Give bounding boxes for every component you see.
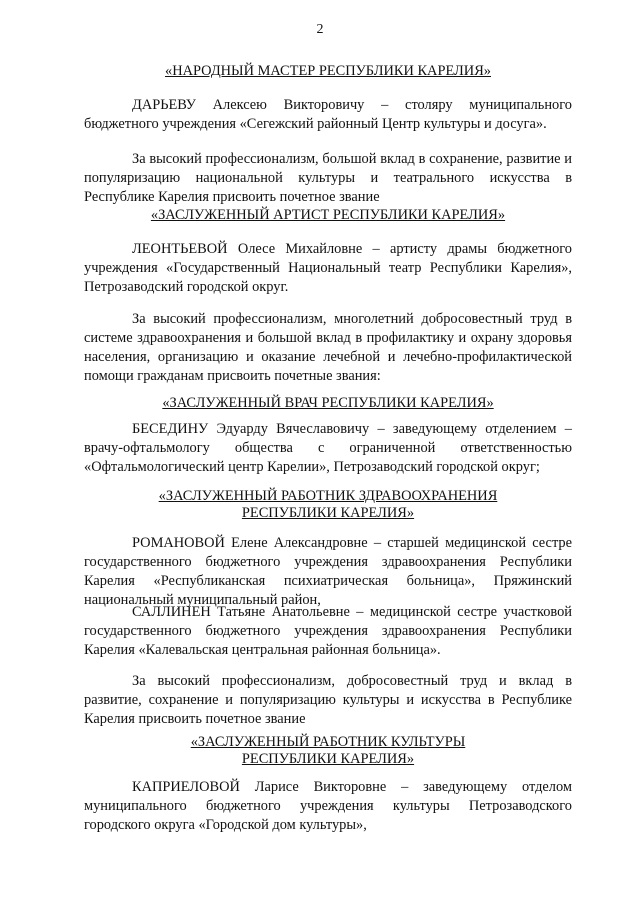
paragraph-leontyeva: ЛЕОНТЬЕВОЙ Олесе Михайловне – артисту драмы бюджетного учреждения «Государственный Национальный театр Республики Карелия», Петрозаводский городской округ. <box>84 241 572 295</box>
paragraph-healthcare: За высокий профессионализм, многолетний добросовестный труд в системе здравоохранения и большой вклад в профилактику и охрану здоровья населения, организацию и оказание лечебной и лечебно-профилактической помощи гражданам присвоить почетные звания: <box>84 311 572 384</box>
title-line: «ЗАСЛУЖЕННЫЙ РАБОТНИК КУЛЬТУРЫ <box>190 734 466 750</box>
paragraph-kaprielova: КАПРИЕЛОВОЙ Ларисе Викторовне – заведующему отделом муниципального бюджетного учреждения культуры Петрозаводского городского округа «Городской дом культуры», <box>84 779 572 833</box>
paragraph-romanova: РОМАНОВОЙ Елене Александровне – старшей медицинской сестре государственного бюджетного учреждения здравоохранения Республики Карелия «Республиканская психиатрическая больница», Пряжинский национальный муниципальный район, <box>84 535 572 608</box>
title-honored-doctor: «ЗАСЛУЖЕННЫЙ ВРАЧ РЕСПУБЛИКИ КАРЕЛИЯ» <box>162 395 494 411</box>
title-line: РЕСПУБЛИКИ КАРЕЛИЯ» <box>241 505 415 521</box>
page-number: 2 <box>316 22 324 37</box>
title-honored-culture-worker <box>84 734 572 768</box>
paragraph-besedin: БЕСЕДИНУ Эдуарду Вячеславовичу – заведующему отделением – врачу-офтальмологу общества с ограниченной ответственностью «Офтальмологический центр Карелии», Петрозаводский городской округ; <box>84 421 572 475</box>
title-honored-artist: «ЗАСЛУЖЕННЫЙ АРТИСТ РЕСПУБЛИКИ КАРЕЛИЯ» <box>150 207 506 223</box>
paragraph-daryev: ДАРЬЕВУ Алексею Викторовичу – столяру муниципального бюджетного учреждения «Сегежский районный Центр культуры и досуга». <box>84 97 572 132</box>
title-folk-master: «НАРОДНЫЙ МАСТЕР РЕСПУБЛИКИ КАРЕЛИЯ» <box>165 63 491 79</box>
title-line: «ЗАСЛУЖЕННЫЙ РАБОТНИК ЗДРАВООХРАНЕНИЯ <box>158 488 498 504</box>
paragraph-sallinen: САЛЛИНЕН Татьяне Анатольевне – медицинской сестре участковой государственного бюджетного учреждения здравоохранения Республики Карелия «Калевальская центральная районная больница». <box>84 604 572 658</box>
paragraph-culture-theatre: За высокий профессионализм, большой вклад в сохранение, развитие и популяризацию национальной культуры и театрального искусства в Республике Карелия присвоить почетное звание <box>84 151 572 205</box>
title-line: РЕСПУБЛИКИ КАРЕЛИЯ» <box>241 751 415 767</box>
title-honored-health-worker <box>84 488 572 522</box>
paragraph-culture-arts: За высокий профессионализм, добросовестный труд и вклад в развитие, сохранение и популяризацию культуры и искусства в Республике Карелия присвоить почетное звание <box>84 673 572 727</box>
